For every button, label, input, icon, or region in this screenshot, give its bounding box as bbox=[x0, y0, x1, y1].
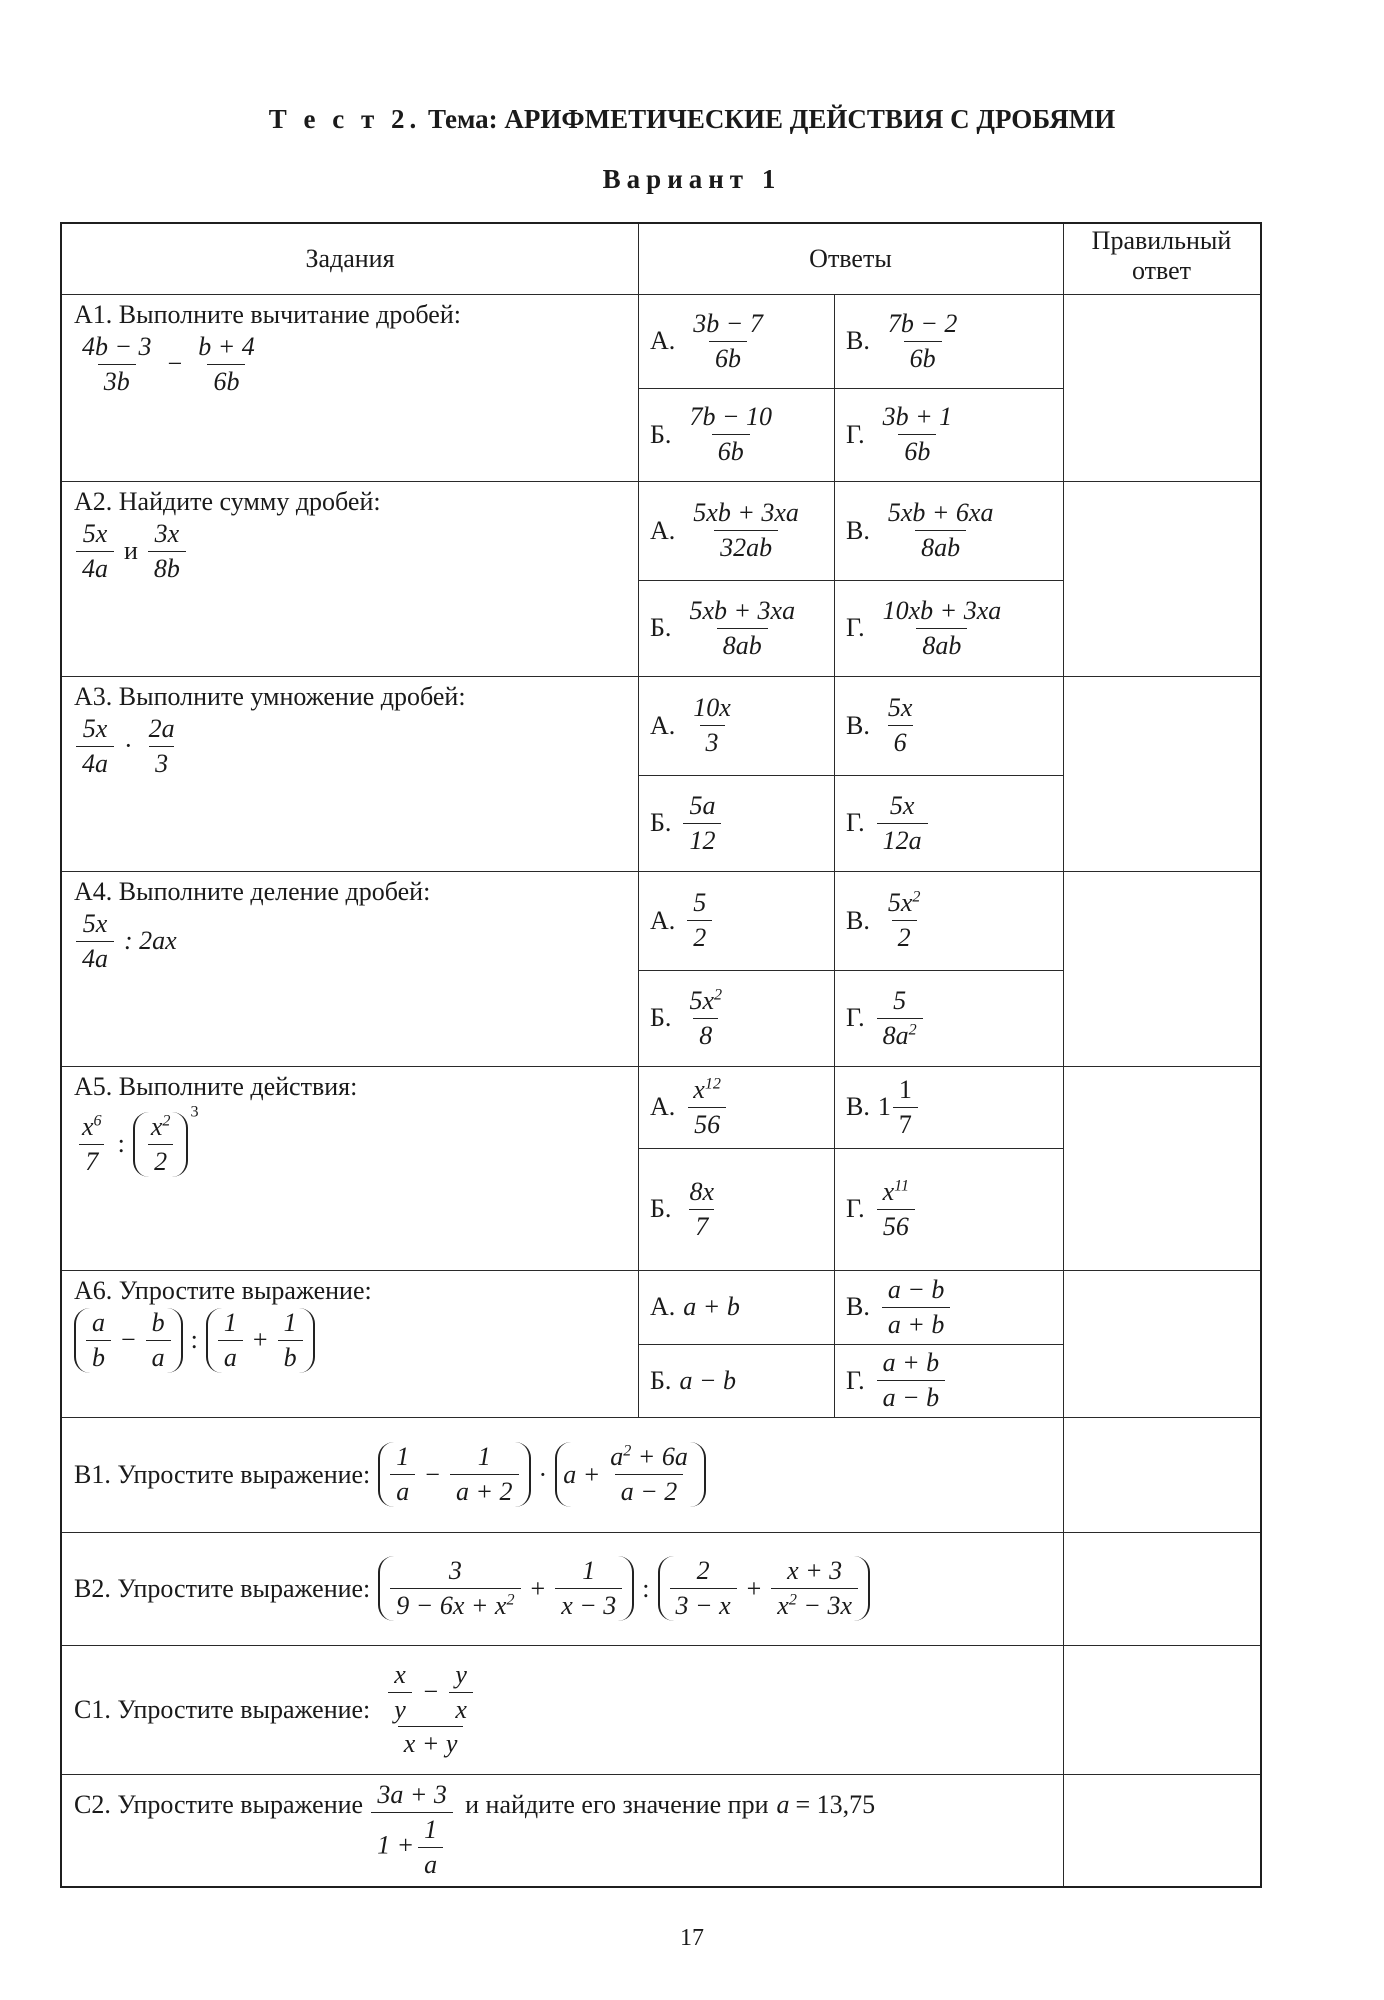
parentheses: 1 a − $\frac{1}{a + 2}$ bbox=[378, 1442, 530, 1507]
compound-fraction: 3a + 3 1 + $\frac{1}{a}$ bbox=[371, 1780, 453, 1880]
answer-a3-b: Б. 5a 12 bbox=[650, 775, 725, 871]
task-a6-title: А6. Упростите выражение: bbox=[74, 1276, 372, 1305]
answer-a2-v: В. 5xb + 6xa 8ab bbox=[846, 498, 994, 562]
task-c1: С1. Упростите выражение: $\frac{x}{y}$ − $\frac{y}{x}$ x + y bbox=[74, 1645, 487, 1774]
answer-a6-b: Б. a − b bbox=[650, 1365, 736, 1395]
answer-a6-a: А. a + b bbox=[650, 1292, 740, 1321]
answer-a5-b: Б. 8x 7 bbox=[650, 1176, 714, 1241]
parentheses: 1 a + $\frac{1}{b}$ bbox=[206, 1308, 315, 1373]
task-a2-title: А2. Найдите сумму дробей: bbox=[74, 487, 381, 516]
grid-line bbox=[638, 224, 639, 1417]
answer-a3-g: Г. 5x 12a bbox=[846, 775, 932, 871]
task-a1-expression: $\frac{4b - 3}{3b}$ − $\frac{b + 4}{6b}$ bbox=[72, 332, 265, 397]
header-tasks: Задания bbox=[305, 244, 395, 274]
parentheses: $x^2$ 2 bbox=[133, 1112, 189, 1177]
parentheses: a + $\frac{a^2 + 6a}{a - 2}$ bbox=[555, 1442, 706, 1507]
task-a3-title: А3. Выполните умножение дробей: bbox=[74, 682, 466, 711]
parentheses: a b − $\frac{b}{a}$ bbox=[74, 1308, 183, 1373]
answer-a4-g: Г. 5 $8a^2$ bbox=[846, 970, 927, 1066]
header-correct-answer: Правильный ответ bbox=[1091, 226, 1232, 285]
answer-a4-a: А. 5 2 bbox=[650, 871, 716, 970]
answer-a4-v: В. $5x^2$ 2 bbox=[846, 888, 921, 952]
variant-heading: Вариант 1 bbox=[602, 164, 782, 194]
grid-line bbox=[834, 294, 835, 1417]
task-a5-title: А5. Выполните действия: bbox=[74, 1072, 358, 1101]
task-a6-expression: a b − $\frac{b}{a}$ : 1 a + $\frac{1}{b}$ bbox=[72, 1308, 317, 1373]
compound-fraction: $\frac{x}{y}$ − $\frac{y}{x}$ x + y bbox=[378, 1660, 483, 1760]
task-c2: С2. Упростите выражение 3a + 3 1 + $\frac{1}{a}$ и найдите его значение при a = 13,75 bbox=[74, 1780, 876, 1879]
answer-a5-v: В. 1 1 7 bbox=[846, 1066, 922, 1148]
answer-a1-b: Б. 7b − 10 6b bbox=[650, 402, 772, 466]
answer-a1-g: Г. 3b + 1 6b bbox=[846, 402, 953, 466]
answer-a5-g: Г. $x^{11}$ 56 bbox=[846, 1148, 919, 1270]
answer-a5-a: А. $x^{12}$ 56 bbox=[650, 1066, 731, 1148]
task-a3-expression: $\frac{5x}{4a}$ · $\frac{2a}{3}$ bbox=[72, 714, 185, 779]
test-table bbox=[60, 222, 1262, 1888]
answer-a2-a: А. 5xb + 3xa 32ab bbox=[650, 498, 799, 562]
task-a4-expression: $\frac{5x}{4a}$ : 2ax bbox=[72, 909, 183, 974]
parentheses: 3 $9 - 6x + x^2$ + $\frac{1}{x - 3}$ bbox=[378, 1556, 634, 1621]
grid-line bbox=[1063, 224, 1064, 1886]
parentheses: 2 3 − x + $\frac{x + 3}{x^2 - 3x}$ bbox=[658, 1556, 870, 1621]
task-a5-expression: $\frac{x^6}{7}$ : $x^2$ 2 $^3$ bbox=[72, 1112, 199, 1177]
task-a1-title: А1. Выполните вычитание дробей: bbox=[74, 300, 461, 329]
header-answers: Ответы bbox=[809, 244, 892, 274]
answer-a6-g: Г. a + b a − b bbox=[846, 1344, 949, 1417]
answer-a6-v: В. a − b a + b bbox=[846, 1270, 954, 1344]
answer-a2-g: Г. 10xb + 3xa 8ab bbox=[846, 595, 1002, 660]
answer-a1-a: А. 3b − 7 6b bbox=[650, 308, 763, 373]
task-a4-title: А4. Выполните деление дробей: bbox=[74, 877, 431, 906]
grid-line bbox=[62, 1774, 1260, 1775]
fraction: $\frac{4b - 3}{3b}$ bbox=[82, 332, 152, 396]
task-b1: В1. Упростите выражение: 1 a − $\frac{1}{a + 2}$ · a + $\frac{a^2 + 6a}{a - 2}$ bbox=[74, 1417, 708, 1532]
answer-a3-v: В. 5x 6 bbox=[846, 693, 913, 757]
task-b2: В2. Упростите выражение: 3 $9 - 6x + x^2$ + $\frac{1}{x - 3}$ : 2 3 − x + $\frac{x + 3}{x^2 - 3x}$ bbox=[74, 1532, 872, 1645]
answer-a3-a: А. 10x 3 bbox=[650, 693, 731, 757]
task-a2-expression: $\frac{5x}{4a}$ и $\frac{3x}{8b}$ bbox=[72, 519, 190, 584]
fraction: $\frac{b + 4}{6b}$ bbox=[198, 332, 255, 396]
answer-a1-v: В. 7b − 2 6b bbox=[846, 308, 958, 373]
page-number: 17 bbox=[680, 1925, 704, 1951]
page-title: Т е с т 2. Тема: АРИФМЕТИЧЕСКИЕ ДЕЙСТВИЯ С ДРОБЯМИ bbox=[268, 104, 1116, 134]
answer-a2-b: Б. 5xb + 3xa 8ab bbox=[650, 595, 796, 660]
answer-a4-b: Б. $5x^2$ 8 bbox=[650, 985, 723, 1050]
